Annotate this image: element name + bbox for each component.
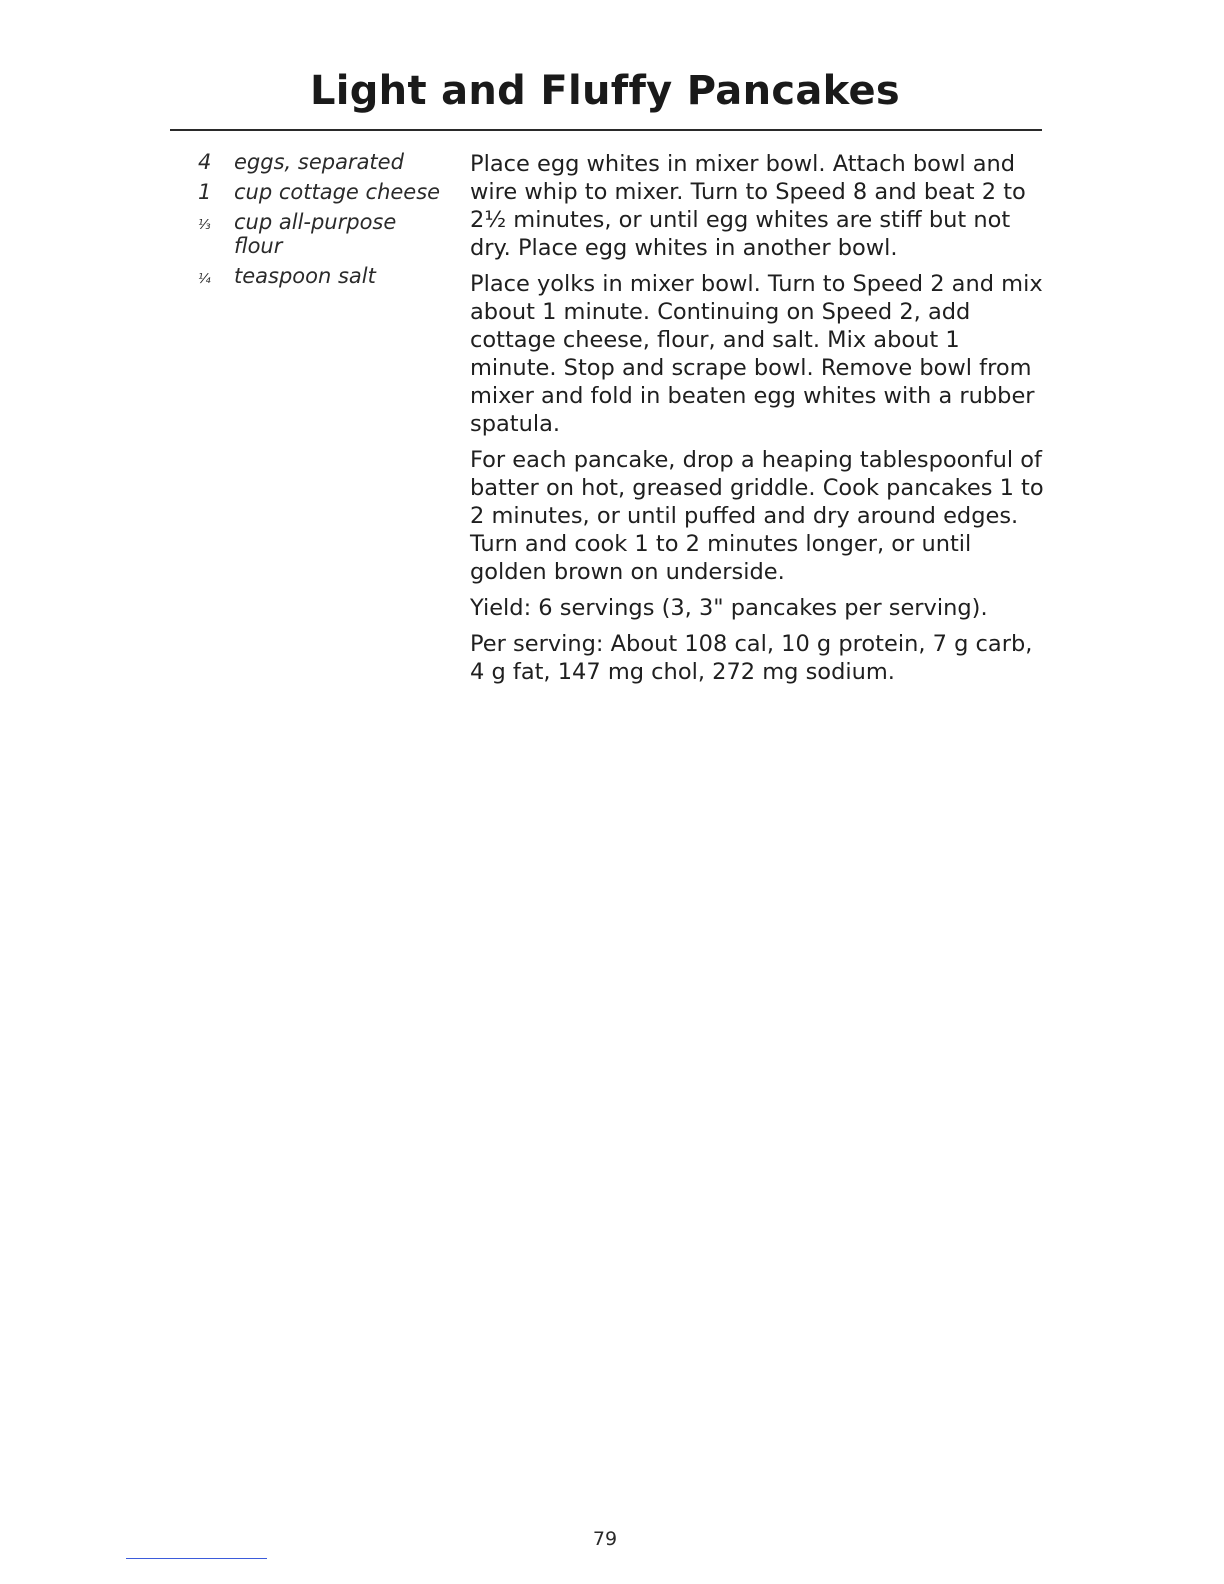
nutrition-text: Per serving: About 108 cal, 10 g protein, 7 g carb, 4 g fat, 147 mg chol, 272 mg sodium.	[470, 631, 1033, 685]
ingredient-quantity: 1	[198, 180, 212, 204]
title-divider	[170, 129, 1042, 131]
direction-step: Place egg whites in mixer bowl. Attach bowl and wire whip to mixer. Turn to Speed 8 and beat 2 to 2½ minutes, or until egg whites are stiff but not dry. Place egg whites in another bowl.	[470, 151, 1026, 261]
ingredient-quantity: 4	[198, 150, 212, 174]
yield-text: Yield: 6 servings (3, 3" pancakes per serving).	[470, 595, 988, 621]
ingredient-name: teaspoon salt	[234, 264, 376, 288]
ingredients-list	[198, 150, 448, 298]
ingredient-name: cup all-purpose flour	[234, 210, 397, 258]
ingredient-name: eggs, separated	[234, 150, 404, 174]
ingredient-item	[198, 150, 448, 174]
page-title: Light and Fluffy Pancakes	[309, 68, 901, 114]
ingredient-item	[198, 180, 448, 204]
ingredient-item	[198, 264, 448, 292]
ingredient-quantity: ⅓	[198, 218, 211, 233]
page-number: 79	[592, 1528, 618, 1550]
direction-step: For each pancake, drop a heaping tablespoonful of batter on hot, greased griddle. Cook pancakes 1 to 2 minutes, or until puffed and dry around edges. Turn and cook 1 to 2 minutes longer, or until golden brown on underside.	[470, 447, 1044, 585]
ingredient-item	[198, 210, 448, 258]
ingredient-quantity: ¼	[198, 272, 211, 287]
directions	[470, 150, 1045, 694]
ingredient-name: cup cottage cheese	[234, 180, 441, 204]
direction-step: Place yolks in mixer bowl. Turn to Speed 2 and mix about 1 minute. Continuing on Speed 2, add cottage cheese, flour, and salt. Mix about 1 minute. Stop and scrape bowl. Remove bowl from mixer and fold in beaten egg whites with a rubber spatula.	[470, 271, 1043, 437]
footer-divider	[126, 1558, 267, 1559]
